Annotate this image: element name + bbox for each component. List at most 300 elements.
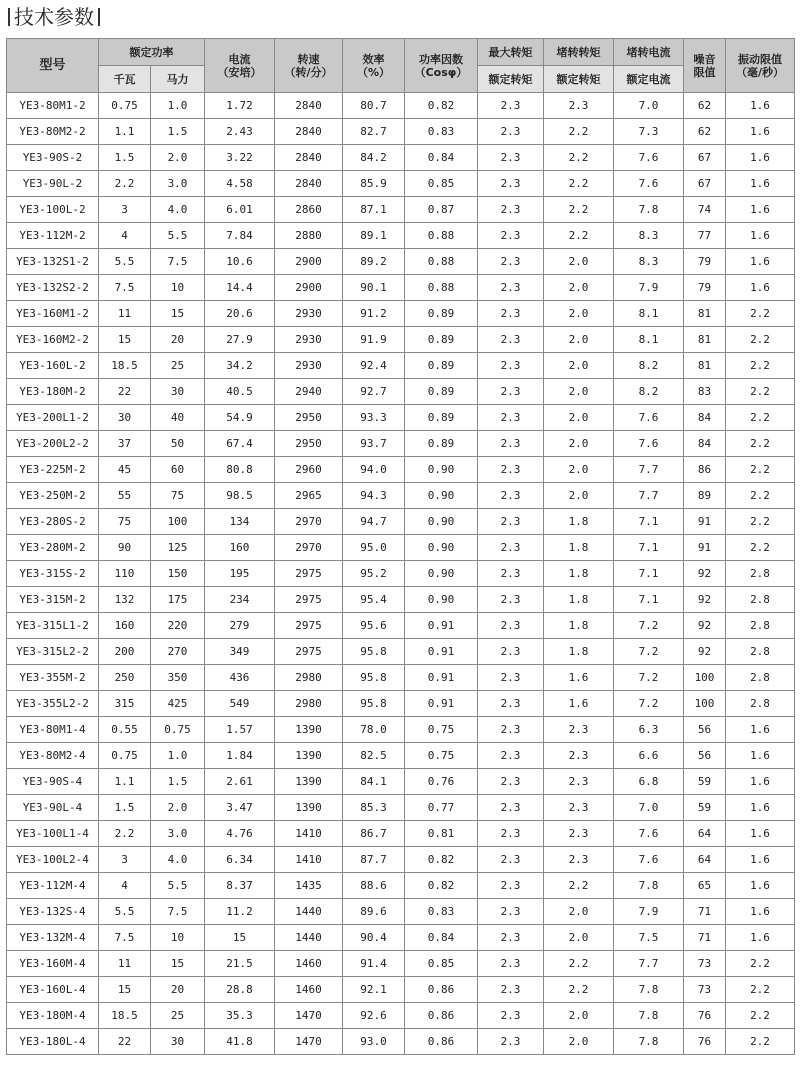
cell-model: YE3-180M-4 bbox=[7, 1003, 99, 1029]
cell-current: 34.2 bbox=[205, 353, 275, 379]
cell-locked-torque-ratio: 2.0 bbox=[544, 353, 614, 379]
cell-locked-current-ratio: 7.7 bbox=[614, 457, 684, 483]
cell-power-kw: 22 bbox=[99, 1029, 151, 1055]
header-kw: 千瓦 bbox=[99, 66, 151, 93]
cell-noise: 67 bbox=[684, 145, 726, 171]
cell-max-torque-ratio: 2.3 bbox=[478, 769, 544, 795]
header-speed: 转速 （转/分） bbox=[275, 39, 343, 93]
cell-locked-torque-ratio: 2.0 bbox=[544, 925, 614, 951]
cell-efficiency: 93.3 bbox=[343, 405, 405, 431]
table-row bbox=[7, 847, 795, 873]
cell-vibration: 2.2 bbox=[726, 977, 795, 1003]
cell-power-factor: 0.76 bbox=[405, 769, 478, 795]
cell-efficiency: 95.8 bbox=[343, 639, 405, 665]
cell-current: 21.5 bbox=[205, 951, 275, 977]
cell-power-kw: 18.5 bbox=[99, 353, 151, 379]
cell-locked-current-ratio: 7.9 bbox=[614, 899, 684, 925]
cell-power-kw: 1.5 bbox=[99, 145, 151, 171]
cell-speed: 2970 bbox=[275, 535, 343, 561]
header-max-torque-top: 最大转矩 bbox=[478, 39, 544, 66]
cell-power-factor: 0.81 bbox=[405, 821, 478, 847]
table-row bbox=[7, 821, 795, 847]
cell-power-factor: 0.88 bbox=[405, 249, 478, 275]
cell-locked-current-ratio: 7.6 bbox=[614, 847, 684, 873]
cell-power-factor: 0.89 bbox=[405, 379, 478, 405]
cell-model: YE3-180L-4 bbox=[7, 1029, 99, 1055]
cell-max-torque-ratio: 2.3 bbox=[478, 639, 544, 665]
cell-power-hp: 3.0 bbox=[151, 171, 205, 197]
cell-locked-torque-ratio: 2.0 bbox=[544, 405, 614, 431]
table-row bbox=[7, 327, 795, 353]
cell-locked-current-ratio: 8.1 bbox=[614, 327, 684, 353]
cell-power-hp: 40 bbox=[151, 405, 205, 431]
cell-power-hp: 5.5 bbox=[151, 873, 205, 899]
cell-locked-torque-ratio: 2.3 bbox=[544, 743, 614, 769]
cell-locked-current-ratio: 8.2 bbox=[614, 353, 684, 379]
cell-current: 27.9 bbox=[205, 327, 275, 353]
cell-locked-current-ratio: 7.1 bbox=[614, 535, 684, 561]
cell-locked-torque-ratio: 2.3 bbox=[544, 821, 614, 847]
cell-power-hp: 1.5 bbox=[151, 769, 205, 795]
cell-max-torque-ratio: 2.3 bbox=[478, 119, 544, 145]
spec-table bbox=[6, 38, 795, 1055]
cell-locked-torque-ratio: 2.2 bbox=[544, 197, 614, 223]
cell-vibration: 2.2 bbox=[726, 301, 795, 327]
cell-power-hp: 1.0 bbox=[151, 93, 205, 119]
cell-power-hp: 100 bbox=[151, 509, 205, 535]
cell-current: 15 bbox=[205, 925, 275, 951]
cell-efficiency: 86.7 bbox=[343, 821, 405, 847]
cell-efficiency: 95.0 bbox=[343, 535, 405, 561]
cell-current: 195 bbox=[205, 561, 275, 587]
cell-locked-current-ratio: 8.3 bbox=[614, 223, 684, 249]
cell-locked-current-ratio: 7.2 bbox=[614, 665, 684, 691]
table-row bbox=[7, 431, 795, 457]
cell-power-kw: 11 bbox=[99, 301, 151, 327]
cell-efficiency: 92.1 bbox=[343, 977, 405, 1003]
header-locked-current-top: 堵转电流 bbox=[614, 39, 684, 66]
cell-noise: 76 bbox=[684, 1029, 726, 1055]
cell-speed: 2950 bbox=[275, 405, 343, 431]
cell-model: YE3-160M-4 bbox=[7, 951, 99, 977]
cell-noise: 92 bbox=[684, 561, 726, 587]
cell-speed: 1410 bbox=[275, 821, 343, 847]
table-row bbox=[7, 405, 795, 431]
cell-power-factor: 0.86 bbox=[405, 977, 478, 1003]
cell-model: YE3-315S-2 bbox=[7, 561, 99, 587]
cell-locked-torque-ratio: 2.0 bbox=[544, 327, 614, 353]
cell-max-torque-ratio: 2.3 bbox=[478, 457, 544, 483]
table-row bbox=[7, 171, 795, 197]
cell-power-factor: 0.84 bbox=[405, 925, 478, 951]
cell-noise: 91 bbox=[684, 535, 726, 561]
cell-power-factor: 0.85 bbox=[405, 951, 478, 977]
cell-noise: 83 bbox=[684, 379, 726, 405]
cell-max-torque-ratio: 2.3 bbox=[478, 1029, 544, 1055]
cell-efficiency: 93.0 bbox=[343, 1029, 405, 1055]
table-row bbox=[7, 93, 795, 119]
header-locked-torque-top: 堵转转矩 bbox=[544, 39, 614, 66]
cell-max-torque-ratio: 2.3 bbox=[478, 379, 544, 405]
cell-efficiency: 91.9 bbox=[343, 327, 405, 353]
cell-current: 98.5 bbox=[205, 483, 275, 509]
cell-power-factor: 0.90 bbox=[405, 457, 478, 483]
cell-model: YE3-200L2-2 bbox=[7, 431, 99, 457]
cell-model: YE3-180M-2 bbox=[7, 379, 99, 405]
cell-power-hp: 75 bbox=[151, 483, 205, 509]
cell-power-hp: 4.0 bbox=[151, 197, 205, 223]
title-bar-left bbox=[8, 8, 10, 26]
cell-efficiency: 82.7 bbox=[343, 119, 405, 145]
cell-power-kw: 15 bbox=[99, 977, 151, 1003]
cell-current: 549 bbox=[205, 691, 275, 717]
cell-max-torque-ratio: 2.3 bbox=[478, 561, 544, 587]
cell-power-kw: 37 bbox=[99, 431, 151, 457]
table-row bbox=[7, 587, 795, 613]
cell-current: 40.5 bbox=[205, 379, 275, 405]
cell-power-factor: 0.83 bbox=[405, 899, 478, 925]
cell-efficiency: 90.1 bbox=[343, 275, 405, 301]
cell-current: 28.8 bbox=[205, 977, 275, 1003]
cell-current: 349 bbox=[205, 639, 275, 665]
cell-power-hp: 20 bbox=[151, 977, 205, 1003]
header-max-torque-bottom: 额定转矩 bbox=[478, 66, 544, 93]
cell-max-torque-ratio: 2.3 bbox=[478, 951, 544, 977]
cell-noise: 65 bbox=[684, 873, 726, 899]
cell-max-torque-ratio: 2.3 bbox=[478, 587, 544, 613]
cell-speed: 2950 bbox=[275, 431, 343, 457]
cell-model: YE3-100L-2 bbox=[7, 197, 99, 223]
cell-power-hp: 0.75 bbox=[151, 717, 205, 743]
cell-noise: 71 bbox=[684, 899, 726, 925]
cell-vibration: 1.6 bbox=[726, 743, 795, 769]
cell-efficiency: 87.1 bbox=[343, 197, 405, 223]
cell-power-hp: 350 bbox=[151, 665, 205, 691]
header-power-factor: 功率因数 （Cosφ） bbox=[405, 39, 478, 93]
cell-power-hp: 20 bbox=[151, 327, 205, 353]
cell-locked-current-ratio: 7.8 bbox=[614, 1029, 684, 1055]
page-title-text: 技术参数 bbox=[14, 5, 94, 29]
cell-current: 10.6 bbox=[205, 249, 275, 275]
cell-locked-current-ratio: 8.2 bbox=[614, 379, 684, 405]
cell-noise: 74 bbox=[684, 197, 726, 223]
cell-noise: 56 bbox=[684, 717, 726, 743]
cell-current: 2.43 bbox=[205, 119, 275, 145]
cell-power-factor: 0.91 bbox=[405, 691, 478, 717]
cell-locked-current-ratio: 7.8 bbox=[614, 873, 684, 899]
cell-max-torque-ratio: 2.3 bbox=[478, 899, 544, 925]
cell-power-hp: 15 bbox=[151, 951, 205, 977]
cell-power-kw: 4 bbox=[99, 223, 151, 249]
cell-power-hp: 220 bbox=[151, 613, 205, 639]
cell-noise: 84 bbox=[684, 431, 726, 457]
cell-locked-current-ratio: 7.7 bbox=[614, 483, 684, 509]
cell-speed: 1460 bbox=[275, 977, 343, 1003]
cell-noise: 81 bbox=[684, 327, 726, 353]
cell-power-hp: 1.0 bbox=[151, 743, 205, 769]
cell-vibration: 2.2 bbox=[726, 535, 795, 561]
table-row bbox=[7, 353, 795, 379]
cell-locked-current-ratio: 7.2 bbox=[614, 613, 684, 639]
table-row bbox=[7, 977, 795, 1003]
cell-speed: 2975 bbox=[275, 639, 343, 665]
cell-power-factor: 0.88 bbox=[405, 275, 478, 301]
cell-vibration: 2.2 bbox=[726, 457, 795, 483]
cell-model: YE3-315L2-2 bbox=[7, 639, 99, 665]
cell-vibration: 1.6 bbox=[726, 769, 795, 795]
cell-model: YE3-225M-2 bbox=[7, 457, 99, 483]
cell-power-kw: 3 bbox=[99, 197, 151, 223]
cell-vibration: 1.6 bbox=[726, 847, 795, 873]
cell-speed: 2960 bbox=[275, 457, 343, 483]
cell-max-torque-ratio: 2.3 bbox=[478, 327, 544, 353]
cell-model: YE3-250M-2 bbox=[7, 483, 99, 509]
cell-current: 3.47 bbox=[205, 795, 275, 821]
cell-vibration: 2.2 bbox=[726, 483, 795, 509]
cell-locked-current-ratio: 7.6 bbox=[614, 431, 684, 457]
cell-speed: 1470 bbox=[275, 1029, 343, 1055]
cell-noise: 64 bbox=[684, 821, 726, 847]
cell-model: YE3-132S-4 bbox=[7, 899, 99, 925]
page-title bbox=[4, 2, 104, 32]
cell-vibration: 1.6 bbox=[726, 93, 795, 119]
cell-vibration: 1.6 bbox=[726, 717, 795, 743]
cell-efficiency: 92.4 bbox=[343, 353, 405, 379]
cell-vibration: 2.2 bbox=[726, 1029, 795, 1055]
cell-power-factor: 0.82 bbox=[405, 847, 478, 873]
cell-locked-current-ratio: 7.8 bbox=[614, 977, 684, 1003]
cell-noise: 92 bbox=[684, 613, 726, 639]
cell-power-hp: 30 bbox=[151, 1029, 205, 1055]
cell-max-torque-ratio: 2.3 bbox=[478, 483, 544, 509]
cell-noise: 76 bbox=[684, 1003, 726, 1029]
cell-efficiency: 85.3 bbox=[343, 795, 405, 821]
cell-locked-current-ratio: 7.6 bbox=[614, 145, 684, 171]
cell-locked-torque-ratio: 2.0 bbox=[544, 275, 614, 301]
cell-noise: 84 bbox=[684, 405, 726, 431]
cell-locked-torque-ratio: 2.3 bbox=[544, 795, 614, 821]
cell-power-kw: 200 bbox=[99, 639, 151, 665]
cell-power-kw: 250 bbox=[99, 665, 151, 691]
cell-speed: 1460 bbox=[275, 951, 343, 977]
cell-power-factor: 0.91 bbox=[405, 639, 478, 665]
cell-noise: 62 bbox=[684, 93, 726, 119]
cell-power-kw: 5.5 bbox=[99, 899, 151, 925]
cell-locked-torque-ratio: 2.2 bbox=[544, 145, 614, 171]
cell-power-hp: 2.0 bbox=[151, 795, 205, 821]
cell-power-factor: 0.89 bbox=[405, 431, 478, 457]
cell-vibration: 2.8 bbox=[726, 691, 795, 717]
cell-locked-torque-ratio: 2.2 bbox=[544, 873, 614, 899]
cell-current: 3.22 bbox=[205, 145, 275, 171]
table-row bbox=[7, 223, 795, 249]
cell-noise: 81 bbox=[684, 353, 726, 379]
cell-max-torque-ratio: 2.3 bbox=[478, 275, 544, 301]
cell-model: YE3-315L1-2 bbox=[7, 613, 99, 639]
cell-current: 14.4 bbox=[205, 275, 275, 301]
cell-max-torque-ratio: 2.3 bbox=[478, 509, 544, 535]
cell-power-hp: 25 bbox=[151, 353, 205, 379]
table-row bbox=[7, 145, 795, 171]
cell-max-torque-ratio: 2.3 bbox=[478, 249, 544, 275]
cell-vibration: 2.2 bbox=[726, 379, 795, 405]
cell-locked-current-ratio: 7.0 bbox=[614, 795, 684, 821]
cell-vibration: 1.6 bbox=[726, 899, 795, 925]
cell-efficiency: 88.6 bbox=[343, 873, 405, 899]
cell-locked-torque-ratio: 1.8 bbox=[544, 509, 614, 535]
table-row bbox=[7, 795, 795, 821]
cell-locked-current-ratio: 7.0 bbox=[614, 93, 684, 119]
cell-max-torque-ratio: 2.3 bbox=[478, 301, 544, 327]
cell-locked-current-ratio: 7.8 bbox=[614, 197, 684, 223]
cell-power-factor: 0.89 bbox=[405, 301, 478, 327]
cell-noise: 71 bbox=[684, 925, 726, 951]
cell-speed: 1390 bbox=[275, 743, 343, 769]
cell-vibration: 2.8 bbox=[726, 613, 795, 639]
cell-power-hp: 7.5 bbox=[151, 249, 205, 275]
cell-power-kw: 4 bbox=[99, 873, 151, 899]
cell-speed: 2840 bbox=[275, 93, 343, 119]
cell-power-kw: 11 bbox=[99, 951, 151, 977]
cell-max-torque-ratio: 2.3 bbox=[478, 1003, 544, 1029]
cell-locked-torque-ratio: 1.6 bbox=[544, 665, 614, 691]
cell-power-kw: 1.5 bbox=[99, 795, 151, 821]
cell-speed: 1435 bbox=[275, 873, 343, 899]
table-row bbox=[7, 379, 795, 405]
cell-locked-torque-ratio: 2.0 bbox=[544, 483, 614, 509]
cell-model: YE3-80M1-2 bbox=[7, 93, 99, 119]
cell-power-factor: 0.82 bbox=[405, 93, 478, 119]
cell-vibration: 1.6 bbox=[726, 249, 795, 275]
cell-model: YE3-80M1-4 bbox=[7, 717, 99, 743]
cell-efficiency: 94.3 bbox=[343, 483, 405, 509]
cell-locked-torque-ratio: 2.2 bbox=[544, 951, 614, 977]
cell-speed: 2940 bbox=[275, 379, 343, 405]
spec-table-header bbox=[7, 39, 795, 93]
cell-power-kw: 15 bbox=[99, 327, 151, 353]
cell-current: 11.2 bbox=[205, 899, 275, 925]
cell-current: 8.37 bbox=[205, 873, 275, 899]
cell-current: 6.34 bbox=[205, 847, 275, 873]
cell-locked-current-ratio: 7.6 bbox=[614, 171, 684, 197]
cell-power-kw: 0.55 bbox=[99, 717, 151, 743]
cell-power-factor: 0.86 bbox=[405, 1029, 478, 1055]
cell-power-factor: 0.90 bbox=[405, 535, 478, 561]
cell-locked-torque-ratio: 2.0 bbox=[544, 899, 614, 925]
cell-speed: 2970 bbox=[275, 509, 343, 535]
cell-power-kw: 132 bbox=[99, 587, 151, 613]
cell-current: 67.4 bbox=[205, 431, 275, 457]
cell-vibration: 2.8 bbox=[726, 665, 795, 691]
cell-vibration: 2.8 bbox=[726, 587, 795, 613]
cell-locked-current-ratio: 7.6 bbox=[614, 405, 684, 431]
cell-max-torque-ratio: 2.3 bbox=[478, 873, 544, 899]
cell-noise: 67 bbox=[684, 171, 726, 197]
cell-power-kw: 22 bbox=[99, 379, 151, 405]
cell-model: YE3-200L1-2 bbox=[7, 405, 99, 431]
cell-model: YE3-132S2-2 bbox=[7, 275, 99, 301]
cell-speed: 1440 bbox=[275, 899, 343, 925]
cell-speed: 1470 bbox=[275, 1003, 343, 1029]
cell-model: YE3-100L1-4 bbox=[7, 821, 99, 847]
cell-efficiency: 95.2 bbox=[343, 561, 405, 587]
cell-power-kw: 7.5 bbox=[99, 275, 151, 301]
cell-model: YE3-112M-4 bbox=[7, 873, 99, 899]
cell-noise: 59 bbox=[684, 795, 726, 821]
cell-max-torque-ratio: 2.3 bbox=[478, 691, 544, 717]
cell-power-hp: 2.0 bbox=[151, 145, 205, 171]
cell-noise: 62 bbox=[684, 119, 726, 145]
cell-locked-torque-ratio: 2.0 bbox=[544, 249, 614, 275]
cell-vibration: 2.8 bbox=[726, 561, 795, 587]
cell-noise: 92 bbox=[684, 587, 726, 613]
cell-efficiency: 78.0 bbox=[343, 717, 405, 743]
cell-current: 6.01 bbox=[205, 197, 275, 223]
cell-locked-current-ratio: 7.9 bbox=[614, 275, 684, 301]
table-row bbox=[7, 639, 795, 665]
header-locked-current-bottom: 额定电流 bbox=[614, 66, 684, 93]
cell-locked-torque-ratio: 1.8 bbox=[544, 587, 614, 613]
table-row bbox=[7, 613, 795, 639]
cell-noise: 81 bbox=[684, 301, 726, 327]
cell-power-factor: 0.83 bbox=[405, 119, 478, 145]
cell-locked-current-ratio: 8.3 bbox=[614, 249, 684, 275]
cell-noise: 100 bbox=[684, 665, 726, 691]
cell-power-kw: 1.1 bbox=[99, 769, 151, 795]
cell-max-torque-ratio: 2.3 bbox=[478, 197, 544, 223]
cell-max-torque-ratio: 2.3 bbox=[478, 535, 544, 561]
table-row bbox=[7, 561, 795, 587]
cell-vibration: 1.6 bbox=[726, 925, 795, 951]
cell-noise: 89 bbox=[684, 483, 726, 509]
cell-power-hp: 270 bbox=[151, 639, 205, 665]
cell-locked-current-ratio: 6.3 bbox=[614, 717, 684, 743]
table-row bbox=[7, 301, 795, 327]
cell-power-kw: 55 bbox=[99, 483, 151, 509]
cell-efficiency: 92.6 bbox=[343, 1003, 405, 1029]
cell-speed: 2860 bbox=[275, 197, 343, 223]
table-row bbox=[7, 925, 795, 951]
header-vibration: 振动限值 （毫/秒） bbox=[726, 39, 795, 93]
cell-max-torque-ratio: 2.3 bbox=[478, 977, 544, 1003]
cell-power-hp: 3.0 bbox=[151, 821, 205, 847]
cell-power-hp: 5.5 bbox=[151, 223, 205, 249]
cell-power-hp: 4.0 bbox=[151, 847, 205, 873]
cell-efficiency: 95.4 bbox=[343, 587, 405, 613]
cell-locked-torque-ratio: 2.2 bbox=[544, 223, 614, 249]
header-locked-torque-bottom: 额定转矩 bbox=[544, 66, 614, 93]
table-row bbox=[7, 769, 795, 795]
table-row bbox=[7, 275, 795, 301]
title-bar-right bbox=[98, 8, 100, 26]
cell-power-kw: 315 bbox=[99, 691, 151, 717]
cell-power-hp: 30 bbox=[151, 379, 205, 405]
cell-power-kw: 2.2 bbox=[99, 171, 151, 197]
cell-speed: 1390 bbox=[275, 717, 343, 743]
cell-power-factor: 0.88 bbox=[405, 223, 478, 249]
header-model: 型号 bbox=[7, 39, 99, 93]
cell-current: 1.57 bbox=[205, 717, 275, 743]
table-row bbox=[7, 119, 795, 145]
cell-speed: 2930 bbox=[275, 301, 343, 327]
cell-vibration: 2.8 bbox=[726, 639, 795, 665]
cell-power-factor: 0.86 bbox=[405, 1003, 478, 1029]
cell-power-kw: 160 bbox=[99, 613, 151, 639]
cell-locked-current-ratio: 7.1 bbox=[614, 587, 684, 613]
cell-model: YE3-160M1-2 bbox=[7, 301, 99, 327]
cell-power-hp: 50 bbox=[151, 431, 205, 457]
cell-speed: 2980 bbox=[275, 691, 343, 717]
